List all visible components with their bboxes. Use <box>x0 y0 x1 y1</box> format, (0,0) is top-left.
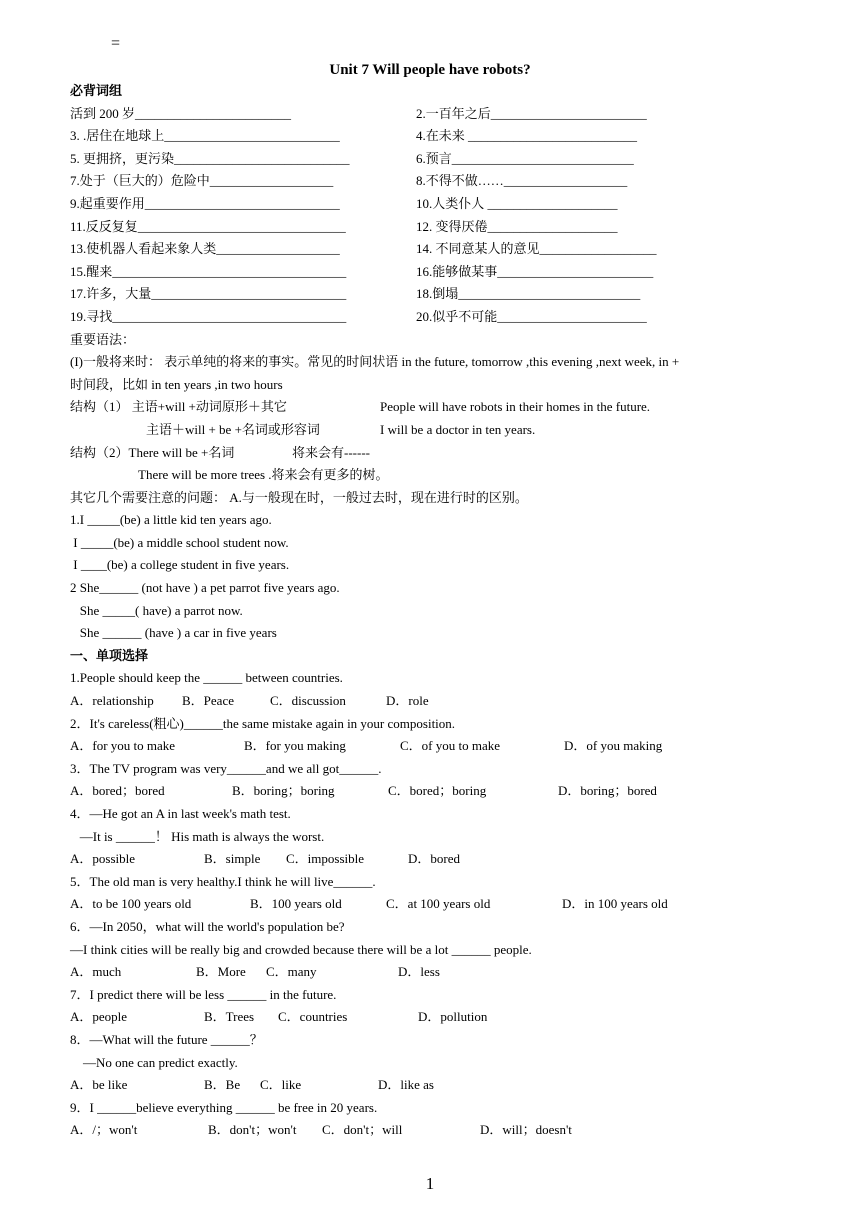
mc-option: D．of you making <box>564 738 663 754</box>
vocab-item: 15.醒来____________________________________ <box>70 263 347 279</box>
mc-option: C．many <box>266 964 317 980</box>
mc-option: C．discussion <box>270 693 346 709</box>
mc-option: B．Be <box>204 1077 241 1093</box>
mc-option: C．like <box>260 1077 302 1093</box>
mc-question <box>70 803 830 871</box>
structure-1-example: People will have robots in their homes in the future. <box>380 399 651 415</box>
vocab-row <box>70 170 830 193</box>
mc-question-text: —I think cities will be really big and crowded because there will be a lot ______ people. <box>70 941 532 957</box>
mc-option: B．for you making <box>244 738 346 754</box>
vocab-item: 2.一百年之后________________________ <box>416 105 647 121</box>
vocab-item: 9.起重要作用______________________________ <box>70 195 340 211</box>
mc-question <box>70 713 830 758</box>
page-title: Unit 7 Will people have robots? <box>329 62 531 78</box>
mc-option: D．pollution <box>418 1009 488 1025</box>
mc-question-text: 3．The TV program was very______and we all got______. <box>70 760 382 776</box>
vocab-item: 5. 更拥挤，更污染___________________________ <box>70 150 350 166</box>
structure-1 <box>70 396 830 419</box>
grammar-exercise-line: She ______ (have ) a car in five years <box>70 625 277 641</box>
grammar-note: 其它几个需要注意的问题： A.与一般现在时，一般过去时，现在进行时的区别。 <box>70 489 528 505</box>
vocab-item: 8.不得不做……___________________ <box>416 173 628 189</box>
mc-question <box>70 667 830 712</box>
mc-option: B．simple <box>204 851 261 867</box>
mc-question <box>70 1029 830 1097</box>
vocab-item: 16.能够做某事________________________ <box>416 263 654 279</box>
mc-option: B．Trees <box>204 1009 255 1025</box>
mc-option: B．Peace <box>182 693 234 709</box>
mc-option: A．possible <box>70 851 136 867</box>
mc-option: D．role <box>386 693 429 709</box>
mc-option: C．at 100 years old <box>386 896 491 912</box>
structure-1b-example: I will be a doctor in ten years. <box>380 421 536 437</box>
vocab-row <box>70 148 830 171</box>
vocab-row <box>70 306 830 329</box>
vocab-item: 12. 变得厌倦____________________ <box>416 218 618 234</box>
vocab-heading: 必背词组 <box>70 83 123 98</box>
mc-question-text: —No one can predict exactly. <box>70 1054 238 1070</box>
mc-option: C．of you to make <box>400 738 501 754</box>
structure-1b-label: 主语＋will + be +名词或形容词 <box>146 421 320 437</box>
mc-question-text: 4．—He got an A in last week's math test. <box>70 806 291 821</box>
structure-2-label: 结构（2）There will be +名词 <box>70 444 235 460</box>
page-number: 1 <box>425 1174 435 1193</box>
mc-options <box>70 690 830 713</box>
mc-question-list <box>70 667 830 1141</box>
vocab-list <box>70 103 830 329</box>
vocab-item: 18.倒塌____________________________ <box>416 286 641 302</box>
mc-options <box>70 1006 830 1029</box>
worksheet-content <box>70 80 830 1142</box>
vocab-row <box>70 193 830 216</box>
mc-question <box>70 1097 830 1142</box>
mc-question-text: 5．The old man is very healthy.I think he will live______. <box>70 873 376 889</box>
mc-option: D．boring；bored <box>558 783 657 799</box>
mc-option: A．to be 100 years old <box>70 896 192 912</box>
mc-option: C．countries <box>278 1009 348 1025</box>
mc-option: B．100 years old <box>250 896 342 912</box>
vocab-item: 17.许多，大量______________________________ <box>70 286 347 302</box>
vocab-item: 13.使机器人看起来象人类___________________ <box>70 241 340 257</box>
mc-question <box>70 758 830 803</box>
mc-question-text: 1.People should keep the ______ between countries. <box>70 670 343 686</box>
grammar-exercise-line: I ____(be) a college student in five years. <box>70 557 290 573</box>
structure-2-example: There will be more trees .将来会有更多的树。 <box>138 467 389 483</box>
mc-question-text: 9．I ______believe everything ______ be free in 20 years. <box>70 1099 378 1115</box>
vocab-row <box>70 216 830 239</box>
grammar-paragraph-line: 时间段，比如 in ten years ,in two hours <box>70 376 283 392</box>
grammar-exercise-line: I _____(be) a middle school student now. <box>70 534 289 550</box>
vocab-row <box>70 238 830 261</box>
vocab-item: 19.寻找____________________________________ <box>70 308 347 324</box>
structure-2-example-line <box>70 464 830 487</box>
grammar-heading: 重要语法： <box>70 331 136 347</box>
grammar-exercise-line: 1.I _____(be) a little kid ten years ago. <box>70 512 272 528</box>
mc-question-text: 7．I predict there will be less ______ in the future. <box>70 986 337 1002</box>
mc-option: D．in 100 years old <box>562 896 668 912</box>
mc-option: A．much <box>70 964 122 980</box>
mc-options <box>70 1119 830 1142</box>
mc-option: A．for you to make <box>70 738 176 754</box>
mc-option: A．people <box>70 1009 128 1025</box>
mc-options <box>70 961 830 984</box>
mc-option: B．don't；won't <box>208 1122 297 1138</box>
mc-option: D．bored <box>408 851 460 867</box>
vocab-item: 14. 不同意某人的意见__________________ <box>416 241 657 257</box>
mc-options <box>70 848 830 871</box>
vocab-row <box>70 261 830 284</box>
mc-question <box>70 871 830 916</box>
vocab-item: 3. .居住在地球上___________________________ <box>70 128 340 144</box>
mc-question-text: 8．—What will the future ______？ <box>70 1031 263 1047</box>
mc-option: B．More <box>196 964 246 980</box>
grammar-exercise-line: 2 She______ (not have ) a pet parrot five years ago. <box>70 580 340 596</box>
mc-options <box>70 1074 830 1097</box>
mc-options <box>70 735 830 758</box>
mc-options <box>70 893 830 916</box>
mc-option: B．boring；boring <box>232 783 335 799</box>
mc-option: A．bored；bored <box>70 783 165 799</box>
mc-question-text: 6．—In 2050，what will the world's population be? <box>70 918 345 934</box>
mc-option: A．be like <box>70 1077 128 1093</box>
mc-option: C．impossible <box>286 851 365 867</box>
mc-question <box>70 984 830 1029</box>
vocab-row <box>70 103 830 126</box>
header-mark: = <box>111 35 121 52</box>
mc-heading: 一、单项选择 <box>70 647 149 663</box>
grammar-exercises <box>70 509 830 645</box>
mc-option: A．/；won't <box>70 1122 138 1138</box>
mc-option: D．will；doesn't <box>480 1122 572 1138</box>
vocab-row <box>70 283 830 306</box>
structure-2 <box>70 442 830 465</box>
grammar-paragraph-line: (I)一般将来时： 表示单纯的将来的事实。常见的时间状语 in the future, tomorrow ,this evening ,next week, in + <box>70 354 680 370</box>
structure-1b <box>70 419 830 442</box>
mc-option: C．bored；boring <box>388 783 487 799</box>
vocab-item: 6.预言____________________________ <box>416 150 634 166</box>
vocab-item: 11.反反复复________________________________ <box>70 218 346 234</box>
vocab-item: 20.似乎不可能_______________________ <box>416 308 647 324</box>
mc-question-text: —It is ______！ His math is always the worst. <box>70 828 325 844</box>
vocab-item: 7.处于（巨大的）危险中___________________ <box>70 173 334 189</box>
mc-option: D．less <box>398 964 440 980</box>
mc-option: A．relationship <box>70 693 154 709</box>
mc-option: D．like as <box>378 1077 434 1093</box>
vocab-item: 4.在未来 __________________________ <box>416 128 638 144</box>
mc-options <box>70 780 830 803</box>
structure-1-label: 结构（1） 主语+will +动词原形＋其它 <box>70 399 287 415</box>
vocab-item: 活到 200 岁________________________ <box>70 105 292 121</box>
mc-option: C．don't；will <box>322 1122 403 1138</box>
mc-question <box>70 916 830 984</box>
vocab-item: 10.人类仆人 ____________________ <box>416 195 618 211</box>
vocab-row <box>70 125 830 148</box>
structure-2-meaning: 将来会有------ <box>292 444 370 460</box>
grammar-exercise-line: She _____( have) a parrot now. <box>70 602 243 618</box>
mc-question-text: 2．It's careless(粗心)______the same mistake again in your composition. <box>70 715 456 731</box>
